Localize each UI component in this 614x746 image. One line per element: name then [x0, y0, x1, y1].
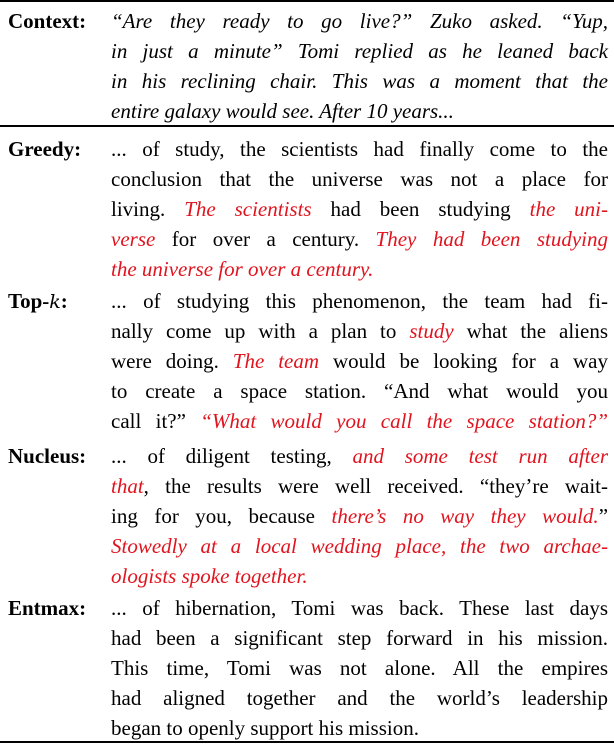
- topk-line: to create a space station. “And what would you: [111, 379, 608, 403]
- context-line: entire galaxy would see. After 10 years...: [111, 99, 454, 123]
- repetition-highlight: The scientists: [184, 197, 312, 221]
- plain-text: call it?”: [111, 409, 186, 433]
- plain-text: nally come up with a plan to: [111, 319, 397, 343]
- bottom-rule: [0, 741, 614, 743]
- nucleus-text: [111, 441, 608, 591]
- topk-text: [111, 286, 608, 436]
- topk-line: ... of studying this phenomenon, the team had fi-: [111, 289, 608, 313]
- entmax-line: had been a significant step forward in his mission.: [111, 626, 608, 650]
- entmax-line: ... of hibernation, Tomi was back. These last days: [111, 596, 608, 620]
- greedy-line: [111, 194, 608, 224]
- header-rule: [0, 125, 614, 127]
- plain-text: would be looking for a way: [333, 349, 608, 373]
- topk-line: [111, 346, 608, 376]
- incoherent-highlight: that: [111, 474, 144, 498]
- topk-label-prefix: Top-: [8, 289, 50, 313]
- greedy-line: [111, 224, 608, 254]
- plain-text: for over a century.: [171, 227, 360, 251]
- top-rule: [0, 0, 614, 2]
- greedy-line: ... of study, the scientists had finally come to the: [111, 137, 608, 161]
- entmax-line: began to openly support his mission.: [111, 716, 419, 740]
- repetition-highlight: the universe for over a century.: [111, 257, 374, 281]
- entmax-label: Entmax:: [8, 596, 87, 620]
- plain-text: ”: [598, 504, 609, 528]
- incoherent-highlight: Stowedly at a local wedding place, the two archae-: [111, 534, 608, 558]
- topk-line: [111, 316, 608, 346]
- nucleus-line: [111, 471, 608, 501]
- plain-text: ... of diligent testing,: [111, 444, 332, 468]
- entmax-text: [111, 593, 608, 743]
- repetition-highlight: They had been studying: [375, 227, 609, 251]
- nucleus-line: [111, 441, 608, 471]
- greedy-line: conclusion that the universe was not a place for: [111, 167, 608, 191]
- incoherent-highlight: and some test run after: [352, 444, 608, 468]
- repetition-highlight: The team: [232, 349, 320, 373]
- nucleus-line: [111, 501, 608, 531]
- context-line: “Are they ready to go live?” Zuko asked. “Yup,: [111, 9, 608, 33]
- plain-text: , the results were well received. “they’re wait-: [143, 474, 608, 498]
- plain-text: ing for you, because: [111, 504, 315, 528]
- topk-label: [8, 286, 68, 317]
- greedy-line: [111, 254, 608, 284]
- context-text: [111, 6, 608, 126]
- incoherent-highlight: there’s no way they would.: [331, 504, 599, 528]
- incoherent-highlight: ologists spoke together.: [111, 564, 308, 588]
- entmax-line: had aligned together and the world’s leadership: [111, 686, 608, 710]
- context-line: in his reclining chair. This was a moment that the: [111, 69, 608, 93]
- repetition-highlight: “What would you call the space station?”: [200, 409, 609, 433]
- greedy-text: [111, 134, 608, 284]
- greedy-label: Greedy:: [8, 137, 82, 161]
- entmax-line: This time, Tomi was not alone. All the empires: [111, 656, 608, 680]
- topk-label-k: k: [49, 291, 61, 313]
- repetition-highlight: verse: [111, 227, 156, 251]
- context-label: Context:: [8, 9, 87, 33]
- plain-text: were doing.: [111, 349, 219, 373]
- repetition-highlight: the uni-: [529, 197, 609, 221]
- repetition-highlight: study: [409, 319, 454, 343]
- plain-text: living.: [111, 197, 166, 221]
- context-line: in just a minute” Tomi replied as he leaned back: [111, 39, 608, 63]
- topk-label-suffix: :: [60, 289, 68, 313]
- nucleus-label: Nucleus:: [8, 444, 87, 468]
- plain-text: had been studying: [330, 197, 511, 221]
- plain-text: what the aliens: [466, 319, 608, 343]
- topk-line: [111, 406, 608, 436]
